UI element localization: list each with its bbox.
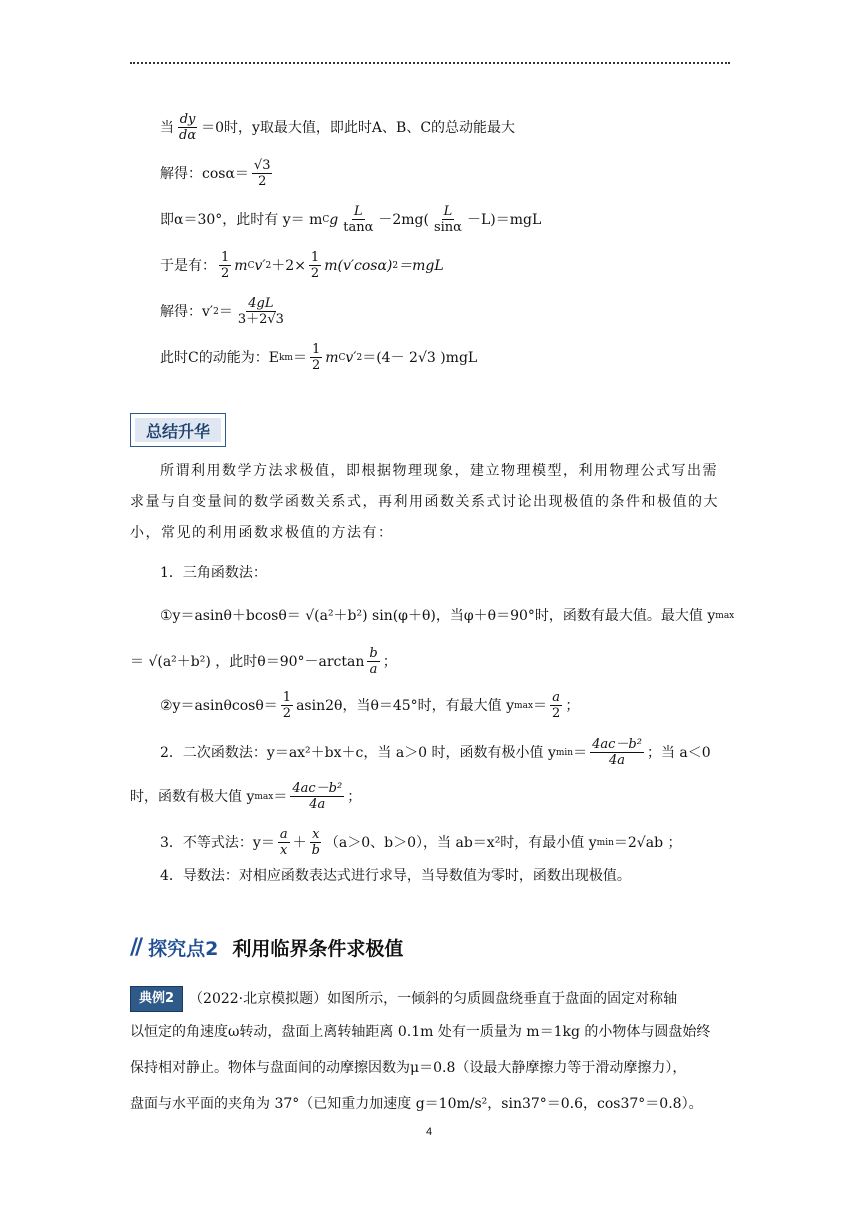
text: 3．不等式法：y＝ [160,834,275,851]
text: v′ [345,349,357,366]
subscript: max [715,611,735,621]
subscript: max [514,700,534,711]
text: 此时C的动能为：E [160,349,279,366]
text: ＋2× [271,257,306,274]
method-2-line-b [130,781,361,812]
fraction-den: 4a [309,797,326,812]
fraction-den: x [280,843,288,858]
fraction-num: a [279,827,288,842]
text: （2022·北京模拟题）如图所示，一倾斜的匀质圆盘绕垂直于盘面的固定对称轴 [189,991,678,1007]
text: m(v′cosα) [324,257,393,274]
fraction-den: 3＋2√3 [237,312,284,327]
fraction-num: L [353,204,363,219]
fraction-x-b [310,827,322,858]
method-3-line [160,827,681,858]
fraction-num: 4ac－b² [592,737,642,752]
text: 2．二次函数法：y＝ax²＋bx＋c，当 a＞0 时，函数有极小值 y [160,744,556,761]
text: ；当 a＜0 [646,744,711,761]
text: 于是有： [160,257,216,274]
text: asin2θ，当θ＝45°时，有最大值 y [296,697,515,714]
text: ②y＝asinθcosθ＝ [160,697,278,714]
text: ＝(4－ 2√3 )mgL [362,349,478,366]
fraction-half [310,342,322,373]
text: ； [565,697,580,714]
method-1-line-a [160,606,734,626]
example-line-3: 保持相对静止。物体与盘面间的动摩擦因数为μ＝0.8（设最大静摩擦力等于滑动摩擦力）， [130,1060,687,1076]
fraction-den: b [311,843,320,858]
text: ＝ [273,788,288,805]
subscript: min [596,837,614,848]
solution-line-1 [160,112,515,143]
text: ＝ [573,744,588,761]
fraction-num: 4gL [248,296,274,311]
superscript: 2 [213,306,219,317]
fraction-den: tanα [343,220,374,235]
summary-intro: 所谓利用数学方法求极值，即根据物理现象，建立物理模型，利用物理公式写出需求量与自变量间的数学函数关系式，再利用函数关系式讨论出现极值的条件和极值的大小，常见的利用函数求极值的方法有： [130,463,719,541]
text: ＝mgL [398,257,444,274]
text: ； [382,653,397,670]
text: （a＞0、b＞0），当 ab＝x²时，有最小值 y [324,834,597,851]
superscript: 2 [265,260,272,271]
text: －L)＝mgL [466,211,542,228]
section-heading [130,934,403,961]
text: ＝0时，y取最大值，即此时A、B、C的总动能最大 [201,119,516,136]
fraction-den: 4a [609,753,626,768]
fraction-den: 2 [282,706,292,721]
solution-line-5 [160,296,289,327]
fraction-a-x [278,827,290,858]
fraction-half [219,250,231,281]
method-1-line-c [160,690,579,721]
text: g [329,211,339,228]
text: ＝ [533,697,548,714]
fraction-b-a [367,646,379,677]
fraction-den: 2 [221,266,230,281]
fraction-num: a [552,690,561,705]
solution-line-3 [160,204,541,235]
subscript: C [338,352,346,363]
section-number: 探究点2 [148,938,219,960]
slash-icon: // [130,935,141,960]
fraction-sqrt3-2 [252,158,273,189]
fraction-num: L [443,204,453,219]
text: ； [347,788,362,805]
fraction-num: dy [179,112,196,127]
header-dotted-rule [130,62,730,64]
fraction-den: dα [179,128,197,143]
example-tag: 典例2 [130,986,183,1012]
method-1-title: 1．三角函数法： [160,565,267,581]
summary-title: 总结升华 [135,418,221,442]
text: ①y＝asinθ＋bcosθ＝ √(a²＋b²) sin(φ＋θ)，当φ＋θ＝90°时，函数有最大值。最大值 y [160,608,716,624]
solution-line-4 [160,250,444,281]
fraction-den: 2 [311,358,321,373]
fraction-den: 2 [310,266,320,281]
fraction-num: 4ac－b² [292,781,343,796]
example-line-1 [130,986,677,1012]
section-title: 利用临界条件求极值 [232,938,404,960]
fraction-den: 2 [258,174,267,189]
subscript: km [278,352,293,363]
fraction-num: 1 [310,250,320,265]
fraction-L-tan [341,204,375,235]
subscript: max [254,791,274,802]
text: ＋ [292,834,307,851]
subscript: min [555,747,574,758]
fraction-num: 1 [311,342,321,357]
text: v′ [254,257,266,274]
method-2-line-a [160,737,711,768]
text: ＝2√ab ； [613,834,682,851]
superscript: 2 [356,352,363,363]
fraction-half [281,690,293,721]
text: 解得：v′ [160,303,214,320]
text: ＝ √(a²＋b²) ，此时θ＝90°－arctan [130,653,365,670]
summary-badge [130,413,226,447]
example-line-4: 盘面与水平面的夹角为 37°（已知重力加速度 g＝10m/s²，sin37°＝0.6，cos37°＝0.8）。 [130,1096,703,1112]
fraction-den: 2 [552,706,561,721]
fraction-den: sinα [433,220,462,235]
fraction-a-2 [550,690,562,721]
text: 即α＝30°，此时有 y＝ m [160,211,323,228]
fraction-num: b [369,646,378,661]
fraction-dy-dalpha [177,112,198,143]
fraction-num: x [312,827,320,842]
example-line-2: 以恒定的角速度ω转动，盘面上离转轴距离 0.1m 处有一质量为 m＝1kg 的小物体与圆盘始终 [130,1024,711,1040]
text: 当 [160,119,174,136]
text: －2mg( [378,211,429,228]
text: ＝ [218,303,233,320]
fraction-num: √3 [253,158,271,173]
fraction-4ac [590,737,644,768]
text: m [325,349,339,366]
fraction-L-sin [432,204,464,235]
method-4-line: 4．导数法：对相应函数表达式进行求导，当导数值为零时，函数出现极值。 [160,868,631,884]
fraction-4ac [290,781,344,812]
fraction-half [309,250,321,281]
page-number: 4 [426,1126,433,1138]
solution-line-2 [160,158,275,189]
text: m [234,257,248,274]
text: 解得：cosα＝ [160,165,249,182]
fraction-den: a [369,662,378,677]
method-1-line-b [130,646,397,677]
fraction-num: 1 [221,250,230,265]
solution-line-6 [160,342,477,373]
fraction-4gL [236,296,286,327]
subscript: C [322,214,330,225]
subscript: C [247,260,255,271]
text: 时，函数有极大值 y [130,788,255,805]
fraction-num: 1 [282,690,292,705]
superscript: 2 [392,260,399,271]
text: ＝ [292,349,307,366]
